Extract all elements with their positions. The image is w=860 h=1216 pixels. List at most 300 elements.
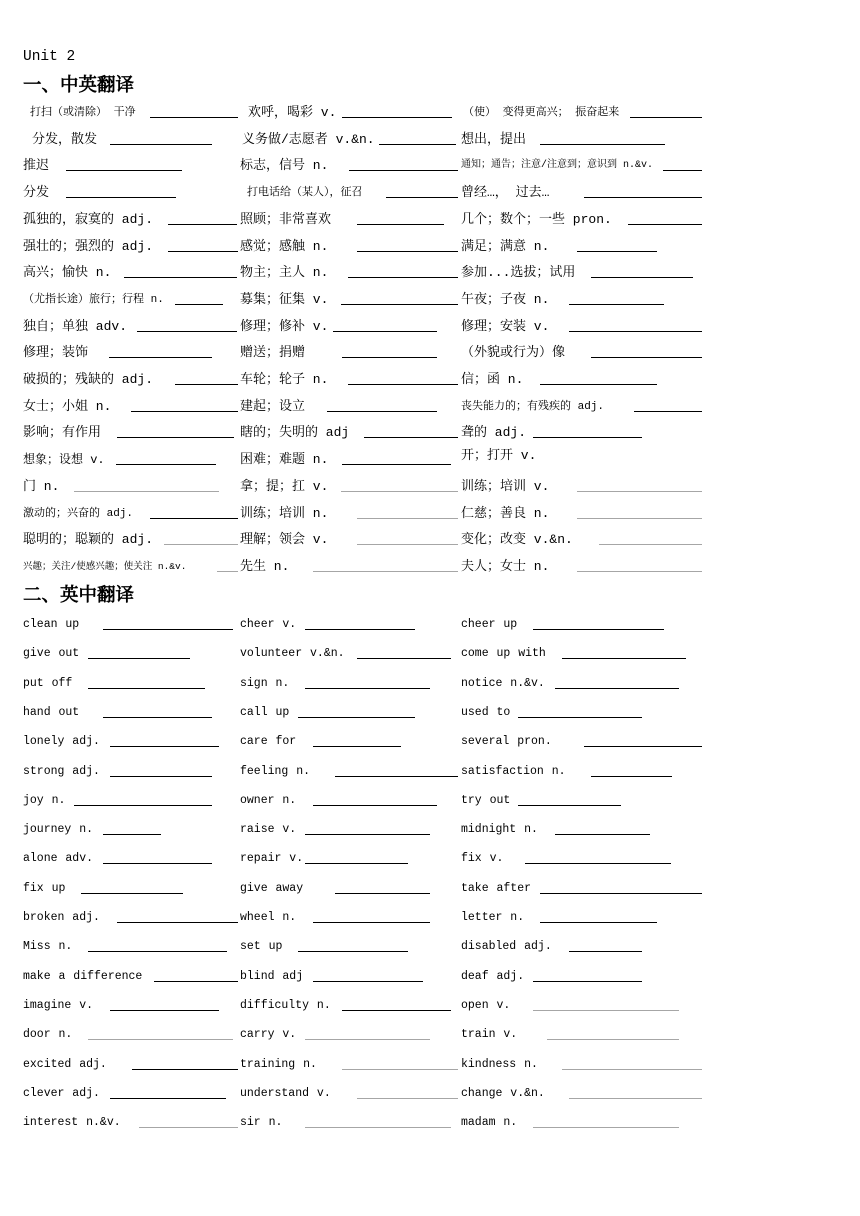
answer-blank [116,464,216,465]
vocab-item [23,1026,72,1044]
vocab-item [461,616,517,634]
chinese-term: 高兴；愉快 n. [23,265,112,281]
vocab-item [240,558,289,576]
answer-blank [341,491,458,492]
answer-blank [131,411,238,412]
answer-blank [103,834,161,835]
answer-blank [175,304,223,305]
vocab-item [461,938,552,956]
answer-blank [630,117,702,118]
english-term: sir n. [240,1116,283,1130]
answer-blank [88,1039,233,1040]
answer-blank [103,863,212,864]
answer-blank [335,776,458,777]
vocab-item [461,675,545,693]
vocab-item [240,704,289,722]
vocab-item [23,478,59,496]
vocab-item [240,645,345,663]
vocab-item [461,880,531,898]
vocab-item [461,264,575,282]
chinese-term: 聋的 adj. [461,425,527,441]
chinese-term: 物主；主人 n. [240,265,329,281]
english-term: lonely adj. [23,735,100,749]
chinese-term: 标志，信号 n. [240,158,329,174]
english-term: repair v. [240,852,304,866]
chinese-term: 强壮的；强烈的 adj. [23,238,154,254]
english-term: several pron. [461,735,552,749]
english-term: make a difference [23,969,143,983]
answer-blank [357,224,444,225]
answer-blank [74,805,212,806]
answer-blank [110,144,212,145]
answer-blank [584,746,702,747]
vocab-item [461,318,549,336]
chinese-term: 变化；改变 v.&n. [461,532,573,548]
answer-blank [335,893,430,894]
answer-blank [110,776,212,777]
answer-blank [313,981,423,982]
vocab-item [461,1056,538,1074]
chinese-term: 照顾；非常喜欢 [240,211,332,227]
vocab-item [240,733,296,751]
vocab-item [240,938,282,956]
answer-blank [103,629,233,630]
answer-blank [342,464,451,465]
chinese-term: 分发，散发 [32,131,98,147]
vocab-item [23,792,65,810]
vocab-item [461,968,524,986]
english-term: madam n. [461,1116,518,1130]
vocab-item [23,763,100,781]
vocab-item [461,645,546,663]
chinese-term: 丧失能力的；有残疾的 adj. [461,400,605,413]
answer-blank [88,658,190,659]
vocab-item [461,424,526,442]
answer-blank [117,437,234,438]
english-term: raise v. [240,823,297,837]
answer-blank [569,331,702,332]
vocab-item [463,104,619,122]
vocab-item [23,371,153,389]
english-term: blind adj [240,969,304,983]
vocab-item [240,531,328,549]
chinese-term: 参加...选拔；试用 [461,265,576,281]
english-term: change v.&n. [461,1086,545,1100]
answer-blank [168,224,237,225]
vocab-item [242,131,375,149]
chinese-term: 拿；提；扛 v. [240,478,329,494]
vocab-item [240,1114,282,1132]
english-term: imagine v. [23,998,94,1012]
answer-blank [357,251,458,252]
answer-blank [540,384,657,385]
vocab-item [240,505,328,523]
answer-blank [81,893,183,894]
vocab-item [240,616,296,634]
vocab-item [240,850,303,868]
answer-blank [341,304,458,305]
answer-blank [154,981,238,982]
answer-blank [577,491,702,492]
chinese-term: 通知；通告；注意/注意到；意识到 n.&v. [461,160,654,172]
chinese-term: 义务做/志愿者 v.&n. [242,131,375,147]
chinese-term: 午夜；子夜 n. [461,291,550,307]
chinese-term: 信；函 n. [461,372,524,387]
answer-blank [327,411,437,412]
chinese-term: 满足；满意 n. [461,238,550,254]
vocab-item [23,318,127,336]
answer-blank [577,571,702,572]
english-term: come up with [461,647,546,661]
english-term: notice n.&v. [461,676,545,690]
english-term: Miss n. [23,940,73,954]
vocab-item [461,371,523,389]
answer-blank [569,304,664,305]
english-term: volunteer v.&n. [240,647,345,661]
chinese-term: 修理；修补 v. [240,318,329,334]
chinese-term: 激动的；兴奋的 adj. [23,507,134,520]
vocab-item [23,850,93,868]
english-term: fix up [23,881,66,895]
chinese-term: 感觉；感触 n. [240,238,329,254]
vocab-item [461,184,549,202]
chinese-term: 募集；征集 v. [240,291,329,307]
answer-blank [313,571,458,572]
vocab-item [23,909,100,927]
vocab-item [240,211,331,229]
english-term: cheer v. [240,618,297,631]
answer-blank [540,922,657,923]
vocab-item [461,291,549,309]
vocab-item [23,1114,121,1132]
answer-blank [342,117,452,118]
answer-blank [569,951,642,952]
chinese-term: 打电话给（某人），征召 [247,187,363,200]
answer-blank [357,1098,458,1099]
answer-blank [562,658,686,659]
vocab-item [240,451,328,469]
chinese-term: 夫人；女士 n. [461,558,550,574]
answer-blank [386,197,458,198]
vocab-item [461,1085,545,1103]
english-term: alone adv. [23,852,94,866]
chinese-term: 训练；培训 n. [240,505,329,521]
vocab-item [461,344,565,362]
answer-blank [348,384,458,385]
answer-blank [555,834,650,835]
vocab-item [23,997,93,1015]
vocab-item [23,880,65,898]
vocab-item [240,238,328,256]
english-term: give away [240,881,304,895]
english-term: fix v. [461,852,504,866]
answer-blank [305,1127,451,1128]
vocab-item [461,1026,517,1044]
chinese-term: 门 n. [23,478,60,494]
answer-blank [313,746,401,747]
english-term: clean up [23,618,80,631]
answer-blank [518,805,621,806]
vocab-item [240,1085,331,1103]
answer-blank [150,117,238,118]
answer-blank [562,1069,702,1070]
chinese-term: （外貌或行为）像 [461,345,566,361]
vocab-item [240,157,328,175]
english-term: journey n. [23,823,94,837]
answer-blank [357,658,451,659]
vocab-item [23,968,142,986]
answer-blank [547,1039,679,1040]
answer-blank [305,863,408,864]
vocab-item [23,1056,107,1074]
vocab-item [23,558,186,576]
chinese-term: 赠送；捐赠 [240,345,306,361]
answer-blank [357,518,458,519]
vocab-item [461,792,510,810]
answer-blank [305,1039,430,1040]
chinese-term: 困难；难题 n. [240,452,329,468]
answer-blank [577,251,657,252]
answer-blank [628,224,702,225]
vocab-item [240,968,303,986]
answer-blank [305,629,415,630]
english-term: sign n. [240,676,290,690]
english-term: cheer up [461,618,518,631]
chinese-term: 打扫（或清除） 干净 [30,107,136,119]
vocab-item [23,704,79,722]
vocab-item [461,531,573,549]
answer-blank [88,688,205,689]
vocab-item [461,733,552,751]
english-term: train v. [461,1028,518,1042]
english-term: owner n. [240,793,297,807]
english-term: disabled adj. [461,940,552,954]
vocab-item [23,264,111,282]
chinese-term: （尤指长途）旅行；行程 n. [23,293,164,306]
answer-blank [342,357,437,358]
unit-title: Unit 2 [23,49,76,65]
answer-blank [540,893,702,894]
chinese-term: 想出，提出 [461,131,527,147]
vocab-item [240,291,328,309]
chinese-term: 仁慈；善良 n. [461,505,550,521]
answer-blank [525,863,671,864]
vocab-item [23,675,72,693]
chinese-term: 影响；有作用 [23,425,102,441]
chinese-term: 曾经…， 过去… [461,185,550,201]
answer-blank [88,951,227,952]
vocab-item [461,997,510,1015]
answer-blank [577,518,702,519]
vocab-item [240,997,331,1015]
chinese-term: 女士；小姐 n. [23,398,112,414]
vocab-item [23,616,79,634]
answer-blank [555,688,679,689]
vocab-item [461,850,503,868]
answer-blank [364,437,458,438]
section-title-cn-to-en: 一、中英翻译 [23,75,135,96]
english-term: put off [23,676,73,690]
english-term: care for [240,735,297,749]
answer-blank [584,197,702,198]
chinese-term: 推迟 [23,158,50,174]
vocab-item [240,371,328,389]
chinese-term: 孤独的，寂寞的 adj. [23,211,154,227]
vocab-item [240,318,328,336]
english-term: midnight n. [461,823,538,837]
vocab-item [461,447,536,465]
vocab-item [240,909,296,927]
vocab-item [461,1114,517,1132]
english-term: carry v. [240,1028,297,1042]
vocab-item [247,184,363,202]
vocab-item [240,792,296,810]
english-term: broken adj. [23,911,100,924]
chinese-term: 破损的；残缺的 adj. [23,372,154,387]
vocab-item [461,211,612,229]
vocab-item [461,763,566,781]
vocab-item [23,184,49,202]
english-term: deaf adj. [461,969,525,983]
vocab-item [23,398,111,416]
chinese-term: （使） 变得更高兴； 振奋起来 [463,107,620,119]
english-term: difficulty n. [240,998,331,1012]
answer-blank [132,1069,238,1070]
english-term: excited adj. [23,1057,107,1071]
chinese-term: 理解；领会 v. [240,532,329,548]
chinese-term: 兴趣；关注/使感兴趣；使关注 n.&v. [23,560,187,572]
english-term: clever adj. [23,1086,100,1100]
english-term: try out [461,793,511,807]
answer-blank [217,571,238,572]
chinese-term: 分发 [23,185,50,201]
answer-blank [110,746,219,747]
answer-blank [117,922,238,923]
answer-blank [634,411,702,412]
vocab-item [23,645,79,663]
answer-blank [66,197,176,198]
answer-blank [175,384,238,385]
answer-blank [663,170,702,171]
vocab-item [240,763,310,781]
english-term: wheel n. [240,911,297,924]
chinese-term: 先生 n. [240,558,290,574]
chinese-term: 训练；培训 v. [461,478,550,494]
english-term: open v. [461,998,511,1012]
vocab-item [240,1056,317,1074]
english-term: interest n.&v. [23,1116,121,1130]
answer-blank [333,331,437,332]
vocab-item [461,704,510,722]
vocab-item [23,733,100,751]
vocab-item [23,211,153,229]
vocab-item [461,505,549,523]
chinese-term: 想象；设想 v. [23,453,105,468]
vocab-item [461,131,526,149]
vocab-item [23,531,153,549]
vocab-item [461,238,549,256]
vocab-item [240,344,305,362]
answer-blank [342,1069,458,1070]
vocab-item [461,478,549,496]
answer-blank [379,144,456,145]
english-term: training n. [240,1057,317,1071]
answer-blank [569,1098,702,1099]
vocab-item [23,291,164,309]
answer-blank [313,922,430,923]
answer-blank [298,951,408,952]
answer-blank [305,688,430,689]
vocab-item [23,1085,100,1103]
answer-blank [533,981,642,982]
answer-blank [110,1098,226,1099]
vocab-item [240,821,296,839]
answer-blank [342,1010,451,1011]
answer-blank [137,331,237,332]
answer-blank [139,1127,238,1128]
answer-blank [599,544,702,545]
vocab-item [23,451,105,469]
english-term: joy n. [23,793,66,807]
english-term: letter n. [461,911,525,924]
vocab-item [23,821,93,839]
answer-blank [305,834,430,835]
section-title-en-to-cn: 二、英中翻译 [23,585,135,606]
chinese-term: 修理；安装 v. [461,318,550,334]
english-term: give out [23,647,80,661]
vocab-item [23,157,49,175]
answer-blank [124,277,237,278]
answer-blank [591,277,693,278]
english-term: feeling n. [240,764,311,778]
answer-blank [109,357,212,358]
answer-blank [540,144,665,145]
vocab-item [23,238,153,256]
vocab-item [240,424,349,442]
answer-blank [168,251,238,252]
chinese-term: 建起；设立 [240,398,306,414]
answer-blank [150,518,238,519]
english-term: call up [240,705,290,719]
chinese-term: 开；打开 v. [461,448,537,464]
vocab-item [461,909,524,927]
vocab-item [240,398,305,416]
english-term: used to [461,705,511,719]
vocab-item [461,558,549,576]
chinese-term: 欢呼，喝彩 v. [248,105,337,120]
answer-blank [110,1010,219,1011]
answer-blank [103,717,212,718]
vocab-item [240,478,328,496]
answer-blank [591,776,672,777]
answer-blank [533,1010,679,1011]
chinese-term: 瞎的；失明的 adj [240,425,350,441]
answer-blank [533,1127,679,1128]
vocab-item [32,131,97,149]
english-term: satisfaction n. [461,764,566,778]
answer-blank [313,805,437,806]
english-term: door n. [23,1028,73,1042]
answer-blank [66,170,182,171]
vocab-item [23,424,101,442]
chinese-term: 几个；数个；一些 pron. [461,211,612,227]
english-term: hand out [23,705,80,719]
vocab-item [461,821,538,839]
chinese-term: 聪明的；聪颖的 adj. [23,532,154,548]
vocab-item [461,398,604,416]
vocab-item [240,880,303,898]
vocab-item [248,104,336,122]
